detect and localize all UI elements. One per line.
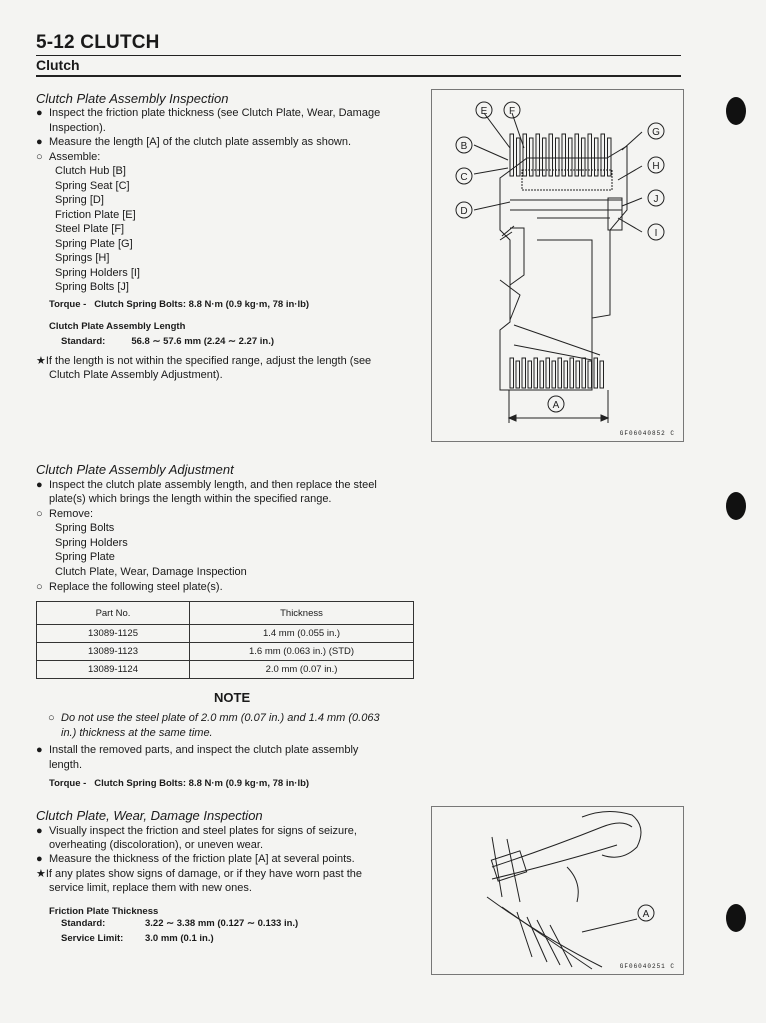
list-item: Clutch Hub [B] xyxy=(55,165,126,177)
list-item: Spring Holders [I] xyxy=(55,266,140,279)
list-item: Spring Plate xyxy=(55,551,115,563)
clutch-plate-mark xyxy=(540,361,544,388)
list-item: Spring Plate [G] xyxy=(55,237,133,250)
callout-j: J xyxy=(653,194,659,205)
clutch-plate-mark xyxy=(528,361,532,388)
section-title: Clutch Plate, Wear, Damage Inspection xyxy=(36,808,263,823)
star-note: ★If the length is not within the specified range, adjust the length (see xyxy=(36,355,372,367)
section1-body: ● Inspect the friction plate thickness (see Clutch Plate, Wear, Damage Inspection). ● Measure the length [A] of the clutch plate assembly as shown. ○ Assemble: Clutch Hub [B] Spring Seat [C] Spring [D] Friction Plate [E] Steel Plate [F] Spring Plate [G] Springs [H] Spring Holders [I] Spring Bolts [J] xyxy=(36,107,381,293)
bullet-line: ● Install the removed parts, and inspect the clutch plate assembly xyxy=(36,744,359,756)
clutch-plate-mark xyxy=(558,358,562,388)
table-cell: 13089-1125 xyxy=(37,625,190,643)
spec-limit: Service Limit: 3.0 mm (0.1 in.) xyxy=(61,933,214,944)
callout-e: E xyxy=(480,106,488,117)
clutch-plate-mark xyxy=(552,361,556,388)
caliper-drawing xyxy=(432,807,683,974)
list-item: Friction Plate [E] xyxy=(55,208,136,221)
spec-standard: Standard: 3.22 ∼ 3.38 mm (0.127 ∼ 0.133 in.) xyxy=(61,918,299,929)
clutch-plate-mark xyxy=(516,361,520,388)
callout-i: I xyxy=(654,228,658,239)
clutch-plate-mark xyxy=(570,358,574,388)
clutch-plate-mark xyxy=(594,358,598,388)
caliper-figure xyxy=(431,806,684,975)
note-text: ○ Do not use the steel plate of 2.0 mm (0.07 in.) and 1.4 mm (0.063 xyxy=(48,712,380,724)
clutch-diagram xyxy=(432,90,683,441)
callout-c: C xyxy=(460,172,468,183)
sub-step: ○ Remove: xyxy=(36,508,94,520)
clutch-plate-mark xyxy=(582,358,586,388)
parts-list xyxy=(49,164,380,295)
binder-hole xyxy=(726,904,746,932)
header-rule xyxy=(36,55,681,56)
callout-h: H xyxy=(652,161,660,172)
bullet-line-cont: overheating (discoloration), or uneven wear. xyxy=(49,839,264,851)
list-item: Spring Bolts xyxy=(55,522,115,534)
callout-a: A xyxy=(642,909,650,920)
callout-g: G xyxy=(652,127,660,138)
table-row xyxy=(37,643,414,661)
clutch-plate-mark xyxy=(576,361,580,388)
spec-title: Friction Plate Thickness xyxy=(49,906,159,917)
header-rule xyxy=(36,75,681,77)
table-row xyxy=(37,661,414,679)
star-note-cont: Clutch Plate Assembly Adjustment). xyxy=(49,369,223,381)
clutch-plate-mark xyxy=(510,358,514,388)
bullet-line: ● Measure the thickness of the friction plate [A] at several points. xyxy=(36,853,355,865)
note-title: NOTE xyxy=(214,690,251,705)
clutch-plate-mark xyxy=(522,358,526,388)
bullet-line-cont: plate(s) which brings the length within the specified range. xyxy=(49,493,332,505)
callout-a: A xyxy=(552,400,560,411)
table-cell: 1.4 mm (0.055 in.) xyxy=(190,625,414,643)
clutch-plate-mark xyxy=(534,358,538,388)
bullet-line: ● Visually inspect the friction and steel plates for signs of seizure, xyxy=(36,825,357,837)
list-item: Spring Bolts [J] xyxy=(55,281,129,293)
figure-code: GF06040852 C xyxy=(619,430,675,437)
clutch-assembly-figure xyxy=(431,89,684,442)
list-item: Steel Plate [F] xyxy=(55,223,125,235)
torque-spec: Torque - Clutch Spring Bolts: 8.8 N·m (0.9 kg·m, 78 in·lb) xyxy=(49,299,310,310)
spec-title: Clutch Plate Assembly Length xyxy=(49,321,186,332)
list-item: Spring [D] xyxy=(55,194,104,206)
page-title: 5-12 CLUTCH xyxy=(36,32,160,53)
spec-standard: Standard: 56.8 ∼ 57.6 mm (2.24 ∼ 2.27 in.) xyxy=(61,336,275,347)
list-item: Spring Seat [C] xyxy=(55,179,130,192)
section-title: Clutch Plate Assembly Inspection xyxy=(36,91,229,106)
bullet-line-cont: length. xyxy=(49,759,83,771)
page-subtitle: Clutch xyxy=(36,57,80,73)
remove-list xyxy=(55,521,247,579)
clutch-plate-mark xyxy=(588,361,592,388)
figure-code: GF06040251 C xyxy=(619,963,675,970)
star-note: ★If any plates show signs of damage, or if they have worn past the xyxy=(36,868,362,880)
sub-step: ○ Replace the following steel plate(s). xyxy=(36,581,223,593)
note-text-cont: in.) thickness at the same time. xyxy=(61,727,213,739)
callout-b: B xyxy=(460,141,468,152)
table-cell: 1.6 mm (0.063 in.) (STD) xyxy=(190,643,414,661)
table-row xyxy=(37,625,414,643)
section-title: Clutch Plate Assembly Adjustment xyxy=(36,462,234,477)
table-header: Part No. xyxy=(37,602,190,625)
bullet-line: ● Inspect the clutch plate assembly length, and then replace the steel xyxy=(36,479,377,491)
binder-hole xyxy=(726,492,746,520)
callout-d: D xyxy=(460,206,468,217)
clutch-plate-mark xyxy=(564,361,568,388)
table-cell: 2.0 mm (0.07 in.) xyxy=(190,661,414,679)
clutch-plate-mark xyxy=(546,358,550,388)
table-cell: 13089-1124 xyxy=(37,661,190,679)
binder-hole xyxy=(726,97,746,125)
list-item: Spring Holders xyxy=(55,536,128,549)
star-note-cont: service limit, replace them with new ones. xyxy=(49,882,252,894)
callout-f: F xyxy=(508,106,516,117)
list-item: Clutch Plate, Wear, Damage Inspection xyxy=(55,565,247,578)
steel-plate-table xyxy=(36,601,414,679)
table-cell: 13089-1123 xyxy=(37,643,190,661)
table-header: Thickness xyxy=(190,602,414,625)
torque-spec: Torque - Clutch Spring Bolts: 8.8 N·m (0.9 kg·m, 78 in·lb) xyxy=(49,778,310,789)
clutch-plate-mark xyxy=(517,138,521,176)
list-item: Springs [H] xyxy=(55,252,110,264)
clutch-plate-mark xyxy=(600,361,604,388)
